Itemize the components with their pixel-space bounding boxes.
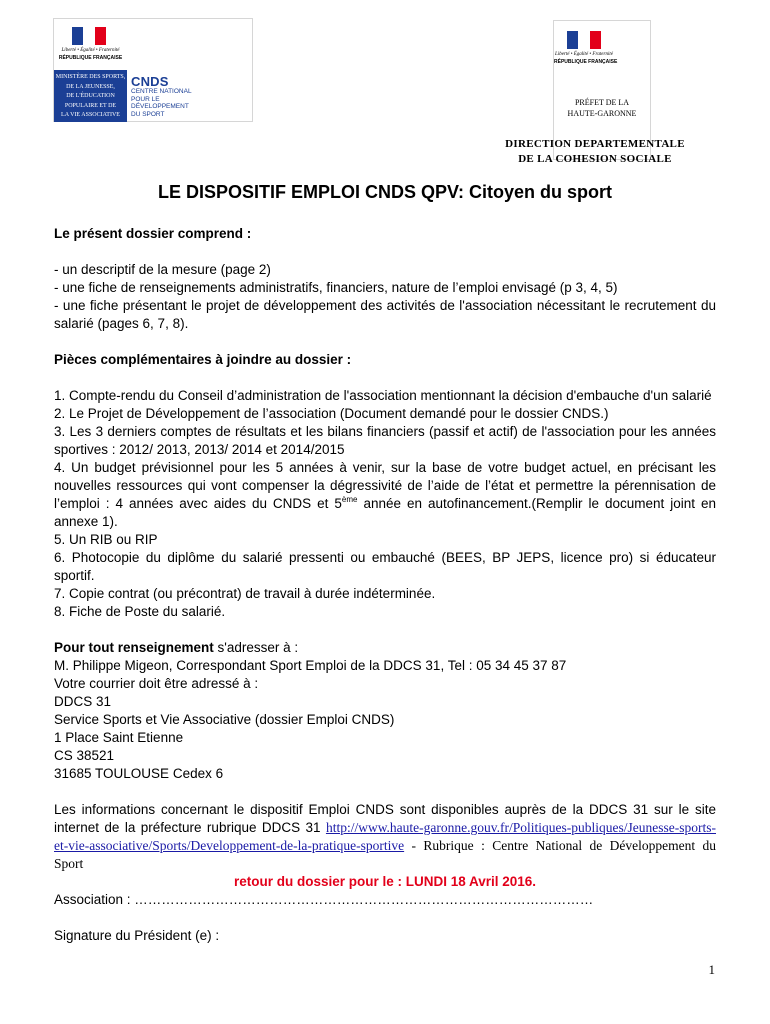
piece-item: 6. Photocopie du diplôme du salarié pressenti ou embauché (BEES, BP JEPS, licence pro) si éducateur sportif. <box>54 550 716 583</box>
republique-francaise-emblem <box>54 19 127 69</box>
piece-item: 5. Un RIB ou RIP <box>54 532 158 547</box>
prefecture-link[interactable]: http://www.haute-garonne.gouv.fr/Politiques-publiques/Jeunesse-sports-et-vie-associative/Sports/Developpement-de-la-pratique-sportive <box>54 820 716 853</box>
dossier-item: - une fiche de renseignements administratifs, financiers, nature de l’emploi envisagé (p 3, 4, 5) <box>54 280 618 295</box>
address-line: Service Sports et Vie Associative (dossier Emploi CNDS) <box>54 712 395 727</box>
address-line: CS 38521 <box>54 748 115 763</box>
document-body <box>54 225 716 945</box>
pieces-heading: Pièces complémentaires à joindre au dossier : <box>54 352 352 367</box>
cnds-title: CNDS <box>131 74 169 89</box>
address-line: 31685 TOULOUSE Cedex 6 <box>54 766 224 781</box>
cnds-fullname: CENTRE NATIONAL POUR LE DÉVELOPPEMENT DU SPORT <box>131 88 192 118</box>
signature-field: Signature du Président (e) : <box>54 928 220 943</box>
cnds-logo <box>127 70 253 122</box>
prefet-label: PRÉFET DE LA HAUTE-GARONNE <box>567 98 637 118</box>
ministry-name: MINISTÈRE DES SPORTS, DE LA JEUNESSE, DE L'ÉDUCATION POPULAIRE ET DE LA VIE ASSOCIATIVE <box>54 70 127 122</box>
ministry-cnds-logo <box>53 18 253 122</box>
contact-lead: Pour tout renseignement s'adresser à : <box>54 640 299 655</box>
rf-country: RÉPUBLIQUE FRANÇAISE <box>554 59 618 65</box>
piece-item: 3. Les 3 derniers comptes de résultats et les bilans financiers (passif et actif) de l'association pour les années sportives : 2012/ 2013, 2013/ 2014 et 2014/2015 <box>54 424 716 457</box>
french-flag-icon <box>72 27 106 45</box>
address-line: DDCS 31 <box>54 694 112 709</box>
piece-item: 1. Compte-rendu du Conseil d’administration de l'association mentionnant la décision d'embauche d'un salarié <box>54 388 712 403</box>
french-flag-icon <box>567 31 601 49</box>
page-number: 1 <box>708 962 715 977</box>
rf-motto: Liberté • Égalité • Fraternité <box>555 52 613 57</box>
piece-item: 4. Un budget prévisionnel pour les 5 années à venir, sur la base de votre budget actuel, en précisant les nouvelles ressources qui vont compenser la dégressivité de l’aide de l’état et permettre la pérennisation de l’emploi : 4 années avec aides du CNDS et 5ème année en autofinancement.(Remplir le document joint en annexe 1). <box>54 460 716 529</box>
dossier-heading: Le présent dossier comprend : <box>54 226 252 241</box>
dossier-item: - un descriptif de la mesure (page 2) <box>54 262 271 277</box>
piece-item: 7. Copie contrat (ou précontrat) de travail à durée indéterminée. <box>54 586 436 601</box>
info-paragraph: Les informations concernant le dispositif Emploi CNDS sont disponibles auprès de la DDCS 31 sur le site internet de la préfecture rubrique DDCS 31 http://www.haute-garonne.gouv.fr/Politiques-publiques/Jeunesse-sports-et-vie-associative/Sports/Developpement-de-la-pratique-sportive - Rubrique : Centre National de Développement du Sport <box>54 802 716 871</box>
piece-item: 2. Le Projet de Développement de l’association (Document demandé pour le dossier CNDS.) <box>54 406 609 421</box>
rf-motto: Liberté • Égalité • Fraternité <box>61 48 120 53</box>
direction-header: DIRECTION DEPARTEMENTALE DE LA COHESION SOCIALE <box>505 138 685 165</box>
association-field: Association : ………………………………………………………………………………………… <box>54 892 594 907</box>
dossier-item: - une fiche présentant le projet de développement des activités de l'association nécessitant le recrutement du salarié (pages 6, 7, 8). <box>54 298 716 331</box>
page-title: LE DISPOSITIF EMPLOI CNDS QPV: Citoyen du sport <box>157 182 613 202</box>
rf-country: RÉPUBLIQUE FRANÇAISE <box>58 55 123 61</box>
return-date: retour du dossier pour le : LUNDI 18 Avril 2016. <box>233 874 537 889</box>
address-line: 1 Place Saint Etienne <box>54 730 184 745</box>
piece-item: 8. Fiche de Poste du salarié. <box>54 604 226 619</box>
contact-person: M. Philippe Migeon, Correspondant Sport Emploi de la DDCS 31, Tel : 05 34 45 37 87 <box>54 658 567 673</box>
mail-intro: Votre courrier doit être adressé à : <box>54 676 259 691</box>
